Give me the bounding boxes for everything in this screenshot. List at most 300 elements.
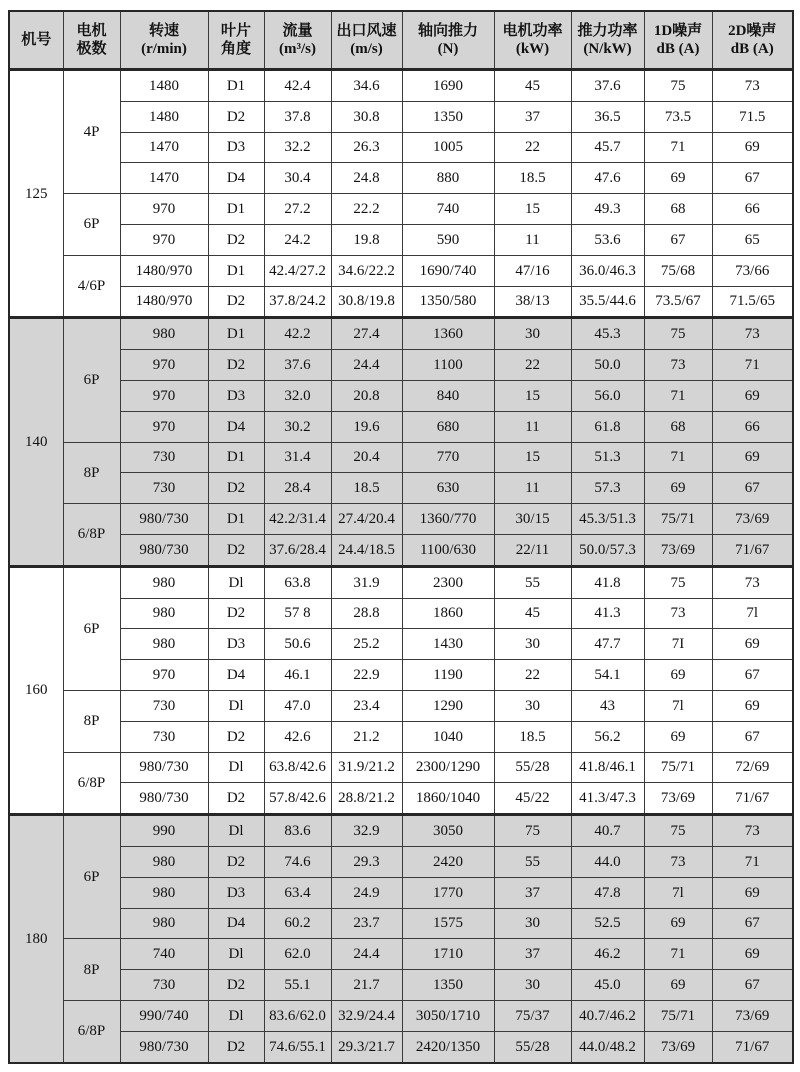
cell-flow: 47.0 [264,690,331,721]
cell-motor-power: 22/11 [494,534,571,566]
cell-outlet-velocity: 25.2 [331,629,402,660]
cell-outlet-velocity: 24.4 [331,350,402,381]
cell-axial-thrust: 1005 [402,132,494,163]
cell-flow: 28.4 [264,473,331,504]
cell-axial-thrust: 1040 [402,721,494,752]
cell-noise-2d: 69 [712,939,793,970]
cell-noise-1d: 69 [644,721,712,752]
table-row [9,877,793,908]
cell-outlet-velocity: 20.4 [331,442,402,473]
cell-axial-thrust: 3050/1710 [402,1000,494,1031]
cell-outlet-velocity: 27.4 [331,318,402,350]
cell-axial-thrust: 1860 [402,598,494,629]
cell-noise-2d: 67 [712,970,793,1001]
column-header-line1: 电机功率 [502,23,563,39]
cell-thrust-power: 41.8 [571,566,644,598]
cell-noise-2d: 71.5 [712,101,793,132]
cell-thrust-power: 47.8 [571,877,644,908]
cell-noise-1d: 73 [644,350,712,381]
cell-flow: 32.0 [264,380,331,411]
cell-axial-thrust: 1360/770 [402,504,494,535]
cell-outlet-velocity: 31.9/21.2 [331,752,402,783]
column-header-line2: dB (A) [656,41,700,57]
table-row [9,132,793,163]
table-row [9,504,793,535]
cell-thrust-power: 45.3/51.3 [571,504,644,535]
cell-noise-1d: 69 [644,970,712,1001]
column-header-line1: 1D噪声 [653,23,703,39]
table-row [9,939,793,970]
cell-axial-thrust: 1860/1040 [402,783,494,815]
cell-noise-2d: 69 [712,629,793,660]
poles-cell: 4P [63,70,120,194]
cell-speed: 980 [120,598,208,629]
cell-thrust-power: 57.3 [571,473,644,504]
column-header-machine-no [9,11,63,70]
cell-noise-2d: 71/67 [712,1031,793,1062]
cell-flow: 37.8/24.2 [264,286,331,318]
cell-thrust-power: 61.8 [571,411,644,442]
cell-noise-1d: 71 [644,380,712,411]
cell-speed: 1470 [120,132,208,163]
cell-motor-power: 30 [494,970,571,1001]
column-header-line2: dB (A) [730,41,774,57]
cell-noise-2d: 73 [712,70,793,102]
machine-size-cell: 160 [9,566,63,814]
cell-speed: 970 [120,194,208,225]
cell-motor-power: 75 [494,815,571,847]
cell-noise-2d: 73 [712,815,793,847]
cell-speed: 970 [120,411,208,442]
cell-axial-thrust: 1690/740 [402,255,494,286]
cell-thrust-power: 53.6 [571,224,644,255]
cell-noise-2d: 71/67 [712,783,793,815]
table-row [9,101,793,132]
table-row [9,318,793,350]
cell-noise-1d: 73 [644,598,712,629]
cell-speed: 970 [120,350,208,381]
cell-outlet-velocity: 24.4 [331,939,402,970]
cell-thrust-power: 35.5/44.6 [571,286,644,318]
cell-blade-angle: D4 [208,660,264,691]
cell-thrust-power: 54.1 [571,660,644,691]
cell-speed: 980 [120,846,208,877]
cell-flow: 83.6 [264,815,331,847]
cell-speed: 980/730 [120,1031,208,1062]
cell-thrust-power: 41.3/47.3 [571,783,644,815]
cell-outlet-velocity: 23.7 [331,908,402,939]
cell-axial-thrust: 740 [402,194,494,225]
poles-cell: 4/6P [63,255,120,318]
cell-noise-2d: 71 [712,350,793,381]
cell-flow: 37.6 [264,350,331,381]
cell-axial-thrust: 2300 [402,566,494,598]
cell-noise-1d: 69 [644,908,712,939]
cell-blade-angle: D3 [208,877,264,908]
cell-noise-2d: 71.5/65 [712,286,793,318]
column-header-motor-poles [63,11,120,70]
cell-noise-1d: 75 [644,318,712,350]
cell-outlet-velocity: 27.4/20.4 [331,504,402,535]
table-row [9,660,793,691]
cell-motor-power: 55 [494,566,571,598]
cell-axial-thrust: 590 [402,224,494,255]
table-header [9,11,793,70]
cell-outlet-velocity: 19.6 [331,411,402,442]
cell-noise-2d: 73 [712,318,793,350]
cell-motor-power: 15 [494,194,571,225]
cell-flow: 42.2/31.4 [264,504,331,535]
column-header-speed [120,11,208,70]
poles-cell: 8P [63,690,120,752]
cell-noise-1d: 75/68 [644,255,712,286]
table-row [9,163,793,194]
cell-noise-2d: 69 [712,442,793,473]
cell-blade-angle: D1 [208,70,264,102]
cell-axial-thrust: 840 [402,380,494,411]
cell-blade-angle: D1 [208,504,264,535]
cell-flow: 83.6/62.0 [264,1000,331,1031]
column-header-blade-angle [208,11,264,70]
cell-axial-thrust: 1100 [402,350,494,381]
table-row [9,908,793,939]
cell-noise-2d: 69 [712,690,793,721]
cell-thrust-power: 36.0/46.3 [571,255,644,286]
column-header-line2: (kW) [515,41,550,57]
table-row [9,224,793,255]
machine-size-cell: 140 [9,318,63,566]
cell-speed: 980/730 [120,534,208,566]
poles-cell: 6P [63,194,120,256]
cell-outlet-velocity: 20.8 [331,380,402,411]
cell-blade-angle: D2 [208,286,264,318]
column-header-line1: 机号 [21,32,52,48]
cell-noise-1d: 69 [644,660,712,691]
cell-blade-angle: D2 [208,846,264,877]
table-row [9,783,793,815]
cell-outlet-velocity: 24.9 [331,877,402,908]
column-header-line1: 转速 [148,23,179,39]
cell-outlet-velocity: 21.2 [331,721,402,752]
cell-speed: 970 [120,224,208,255]
table-row [9,473,793,504]
cell-flow: 55.1 [264,970,331,1001]
cell-noise-1d: 73 [644,846,712,877]
cell-blade-angle: D2 [208,721,264,752]
cell-noise-2d: 72/69 [712,752,793,783]
cell-noise-1d: 71 [644,442,712,473]
cell-speed: 1470 [120,163,208,194]
cell-flow: 63.4 [264,877,331,908]
cell-thrust-power: 41.8/46.1 [571,752,644,783]
table-row [9,629,793,660]
cell-motor-power: 11 [494,411,571,442]
table-row [9,350,793,381]
cell-motor-power: 15 [494,442,571,473]
cell-outlet-velocity: 34.6 [331,70,402,102]
cell-flow: 31.4 [264,442,331,473]
cell-flow: 30.4 [264,163,331,194]
poles-cell: 8P [63,442,120,504]
cell-noise-2d: 66 [712,194,793,225]
table-row [9,411,793,442]
cell-blade-angle: D2 [208,350,264,381]
cell-axial-thrust: 1290 [402,690,494,721]
poles-cell: 6P [63,318,120,442]
table-row [9,1000,793,1031]
cell-flow: 63.8 [264,566,331,598]
cell-noise-2d: 69 [712,380,793,411]
cell-speed: 990 [120,815,208,847]
cell-outlet-velocity: 29.3 [331,846,402,877]
table-row [9,598,793,629]
cell-blade-angle: Dl [208,690,264,721]
cell-noise-1d: 73/69 [644,783,712,815]
cell-axial-thrust: 630 [402,473,494,504]
cell-flow: 50.6 [264,629,331,660]
cell-flow: 62.0 [264,939,331,970]
cell-blade-angle: Dl [208,939,264,970]
cell-noise-1d: 75 [644,566,712,598]
cell-thrust-power: 56.0 [571,380,644,411]
cell-speed: 980 [120,908,208,939]
cell-flow: 60.2 [264,908,331,939]
machine-size-cell: 125 [9,70,63,318]
cell-speed: 980/730 [120,783,208,815]
cell-blade-angle: D1 [208,442,264,473]
cell-axial-thrust: 1100/630 [402,534,494,566]
cell-axial-thrust: 1575 [402,908,494,939]
column-header-line2: (N) [437,41,459,57]
poles-cell: 6/8P [63,1000,120,1062]
cell-motor-power: 22 [494,660,571,691]
table-row [9,255,793,286]
cell-motor-power: 30/15 [494,504,571,535]
cell-motor-power: 22 [494,350,571,381]
cell-speed: 730 [120,442,208,473]
table-row [9,690,793,721]
cell-flow: 37.6/28.4 [264,534,331,566]
cell-noise-1d: 71 [644,939,712,970]
cell-flow: 74.6 [264,846,331,877]
cell-speed: 980/730 [120,752,208,783]
cell-speed: 740 [120,939,208,970]
cell-blade-angle: Dl [208,815,264,847]
cell-motor-power: 30 [494,690,571,721]
table-row [9,1031,793,1062]
column-header-line1: 流量 [282,23,313,39]
cell-motor-power: 18.5 [494,163,571,194]
cell-noise-2d: 67 [712,163,793,194]
cell-outlet-velocity: 24.8 [331,163,402,194]
cell-axial-thrust: 1350 [402,101,494,132]
cell-flow: 63.8/42.6 [264,752,331,783]
cell-speed: 980 [120,318,208,350]
cell-blade-angle: D2 [208,473,264,504]
cell-outlet-velocity: 29.3/21.7 [331,1031,402,1062]
cell-noise-2d: 73/66 [712,255,793,286]
cell-axial-thrust: 2300/1290 [402,752,494,783]
cell-motor-power: 30 [494,318,571,350]
cell-motor-power: 45 [494,70,571,102]
cell-noise-2d: 71 [712,846,793,877]
cell-motor-power: 11 [494,224,571,255]
cell-axial-thrust: 1350/580 [402,286,494,318]
cell-noise-1d: 75/71 [644,504,712,535]
cell-speed: 970 [120,660,208,691]
cell-thrust-power: 47.7 [571,629,644,660]
cell-motor-power: 15 [494,380,571,411]
poles-cell: 6/8P [63,752,120,815]
cell-motor-power: 22 [494,132,571,163]
cell-blade-angle: D2 [208,1031,264,1062]
cell-outlet-velocity: 23.4 [331,690,402,721]
cell-noise-1d: 68 [644,194,712,225]
cell-flow: 32.2 [264,132,331,163]
cell-thrust-power: 50.0/57.3 [571,534,644,566]
cell-motor-power: 30 [494,629,571,660]
cell-noise-1d: 67 [644,224,712,255]
cell-flow: 46.1 [264,660,331,691]
cell-flow: 42.6 [264,721,331,752]
cell-flow: 42.4 [264,70,331,102]
cell-outlet-velocity: 32.9 [331,815,402,847]
column-header-line2: (N/kW) [583,41,632,57]
table-row [9,286,793,318]
cell-noise-1d: 7l [644,690,712,721]
poles-cell: 6P [63,815,120,939]
cell-thrust-power: 56.2 [571,721,644,752]
cell-speed: 980 [120,566,208,598]
cell-motor-power: 30 [494,908,571,939]
column-header-thrust-power [571,11,644,70]
cell-motor-power: 75/37 [494,1000,571,1031]
column-header-line2: (m³/s) [279,41,316,57]
cell-noise-2d: 73/69 [712,504,793,535]
cell-noise-1d: 73/69 [644,534,712,566]
cell-outlet-velocity: 28.8 [331,598,402,629]
cell-motor-power: 37 [494,939,571,970]
cell-outlet-velocity: 30.8 [331,101,402,132]
cell-noise-2d: 67 [712,721,793,752]
cell-outlet-velocity: 19.8 [331,224,402,255]
cell-thrust-power: 50.0 [571,350,644,381]
cell-motor-power: 18.5 [494,721,571,752]
cell-blade-angle: D4 [208,163,264,194]
cell-motor-power: 37 [494,101,571,132]
cell-outlet-velocity: 31.9 [331,566,402,598]
cell-thrust-power: 40.7 [571,815,644,847]
poles-cell: 8P [63,939,120,1001]
cell-noise-2d: 73 [712,566,793,598]
cell-thrust-power: 45.7 [571,132,644,163]
table-row [9,815,793,847]
column-header-noise-1d [644,11,712,70]
cell-flow: 74.6/55.1 [264,1031,331,1062]
cell-blade-angle: D4 [208,411,264,442]
cell-outlet-velocity: 34.6/22.2 [331,255,402,286]
cell-axial-thrust: 1360 [402,318,494,350]
cell-noise-1d: 7I [644,629,712,660]
fan-spec-table [8,10,794,1064]
cell-speed: 730 [120,473,208,504]
cell-axial-thrust: 1690 [402,70,494,102]
cell-thrust-power: 44.0 [571,846,644,877]
cell-outlet-velocity: 22.2 [331,194,402,225]
column-header-line1: 叶片 [220,23,251,39]
cell-noise-2d: 67 [712,473,793,504]
cell-outlet-velocity: 22.9 [331,660,402,691]
cell-blade-angle: Dl [208,566,264,598]
cell-thrust-power: 44.0/48.2 [571,1031,644,1062]
cell-outlet-velocity: 30.8/19.8 [331,286,402,318]
column-header-line1: 2D噪声 [728,23,777,39]
table-row [9,970,793,1001]
cell-speed: 980 [120,629,208,660]
cell-noise-2d: 69 [712,877,793,908]
cell-noise-1d: 75 [644,70,712,102]
cell-noise-2d: 65 [712,224,793,255]
cell-motor-power: 55/28 [494,1031,571,1062]
table-row [9,380,793,411]
cell-thrust-power: 43 [571,690,644,721]
cell-noise-1d: 73/69 [644,1031,712,1062]
cell-blade-angle: D2 [208,970,264,1001]
cell-speed: 1480 [120,101,208,132]
cell-axial-thrust: 880 [402,163,494,194]
cell-flow: 42.2 [264,318,331,350]
cell-axial-thrust: 680 [402,411,494,442]
cell-thrust-power: 45.3 [571,318,644,350]
cell-noise-1d: 7l [644,877,712,908]
cell-thrust-power: 49.3 [571,194,644,225]
column-header-line2: (m/s) [350,41,383,57]
cell-motor-power: 11 [494,473,571,504]
cell-speed: 990/740 [120,1000,208,1031]
cell-thrust-power: 51.3 [571,442,644,473]
cell-noise-2d: 7l [712,598,793,629]
cell-outlet-velocity: 26.3 [331,132,402,163]
cell-axial-thrust: 2420/1350 [402,1031,494,1062]
cell-noise-1d: 68 [644,411,712,442]
cell-blade-angle: D2 [208,534,264,566]
cell-flow: 42.4/27.2 [264,255,331,286]
cell-flow: 57.8/42.6 [264,783,331,815]
cell-speed: 970 [120,380,208,411]
column-header-line1: 出口风速 [336,23,397,39]
cell-blade-angle: D1 [208,194,264,225]
table-row [9,534,793,566]
cell-noise-1d: 75/71 [644,752,712,783]
table-row [9,194,793,225]
cell-motor-power: 38/13 [494,286,571,318]
cell-noise-1d: 75 [644,815,712,847]
cell-flow: 27.2 [264,194,331,225]
table-row [9,566,793,598]
cell-motor-power: 55/28 [494,752,571,783]
cell-blade-angle: D3 [208,132,264,163]
header-row [9,11,793,70]
cell-blade-angle: D2 [208,101,264,132]
column-header-noise-2d [712,11,793,70]
poles-cell: 6/8P [63,504,120,567]
cell-axial-thrust: 1770 [402,877,494,908]
cell-blade-angle: D3 [208,380,264,411]
column-header-flow [264,11,331,70]
cell-noise-1d: 75/71 [644,1000,712,1031]
cell-outlet-velocity: 24.4/18.5 [331,534,402,566]
cell-thrust-power: 47.6 [571,163,644,194]
